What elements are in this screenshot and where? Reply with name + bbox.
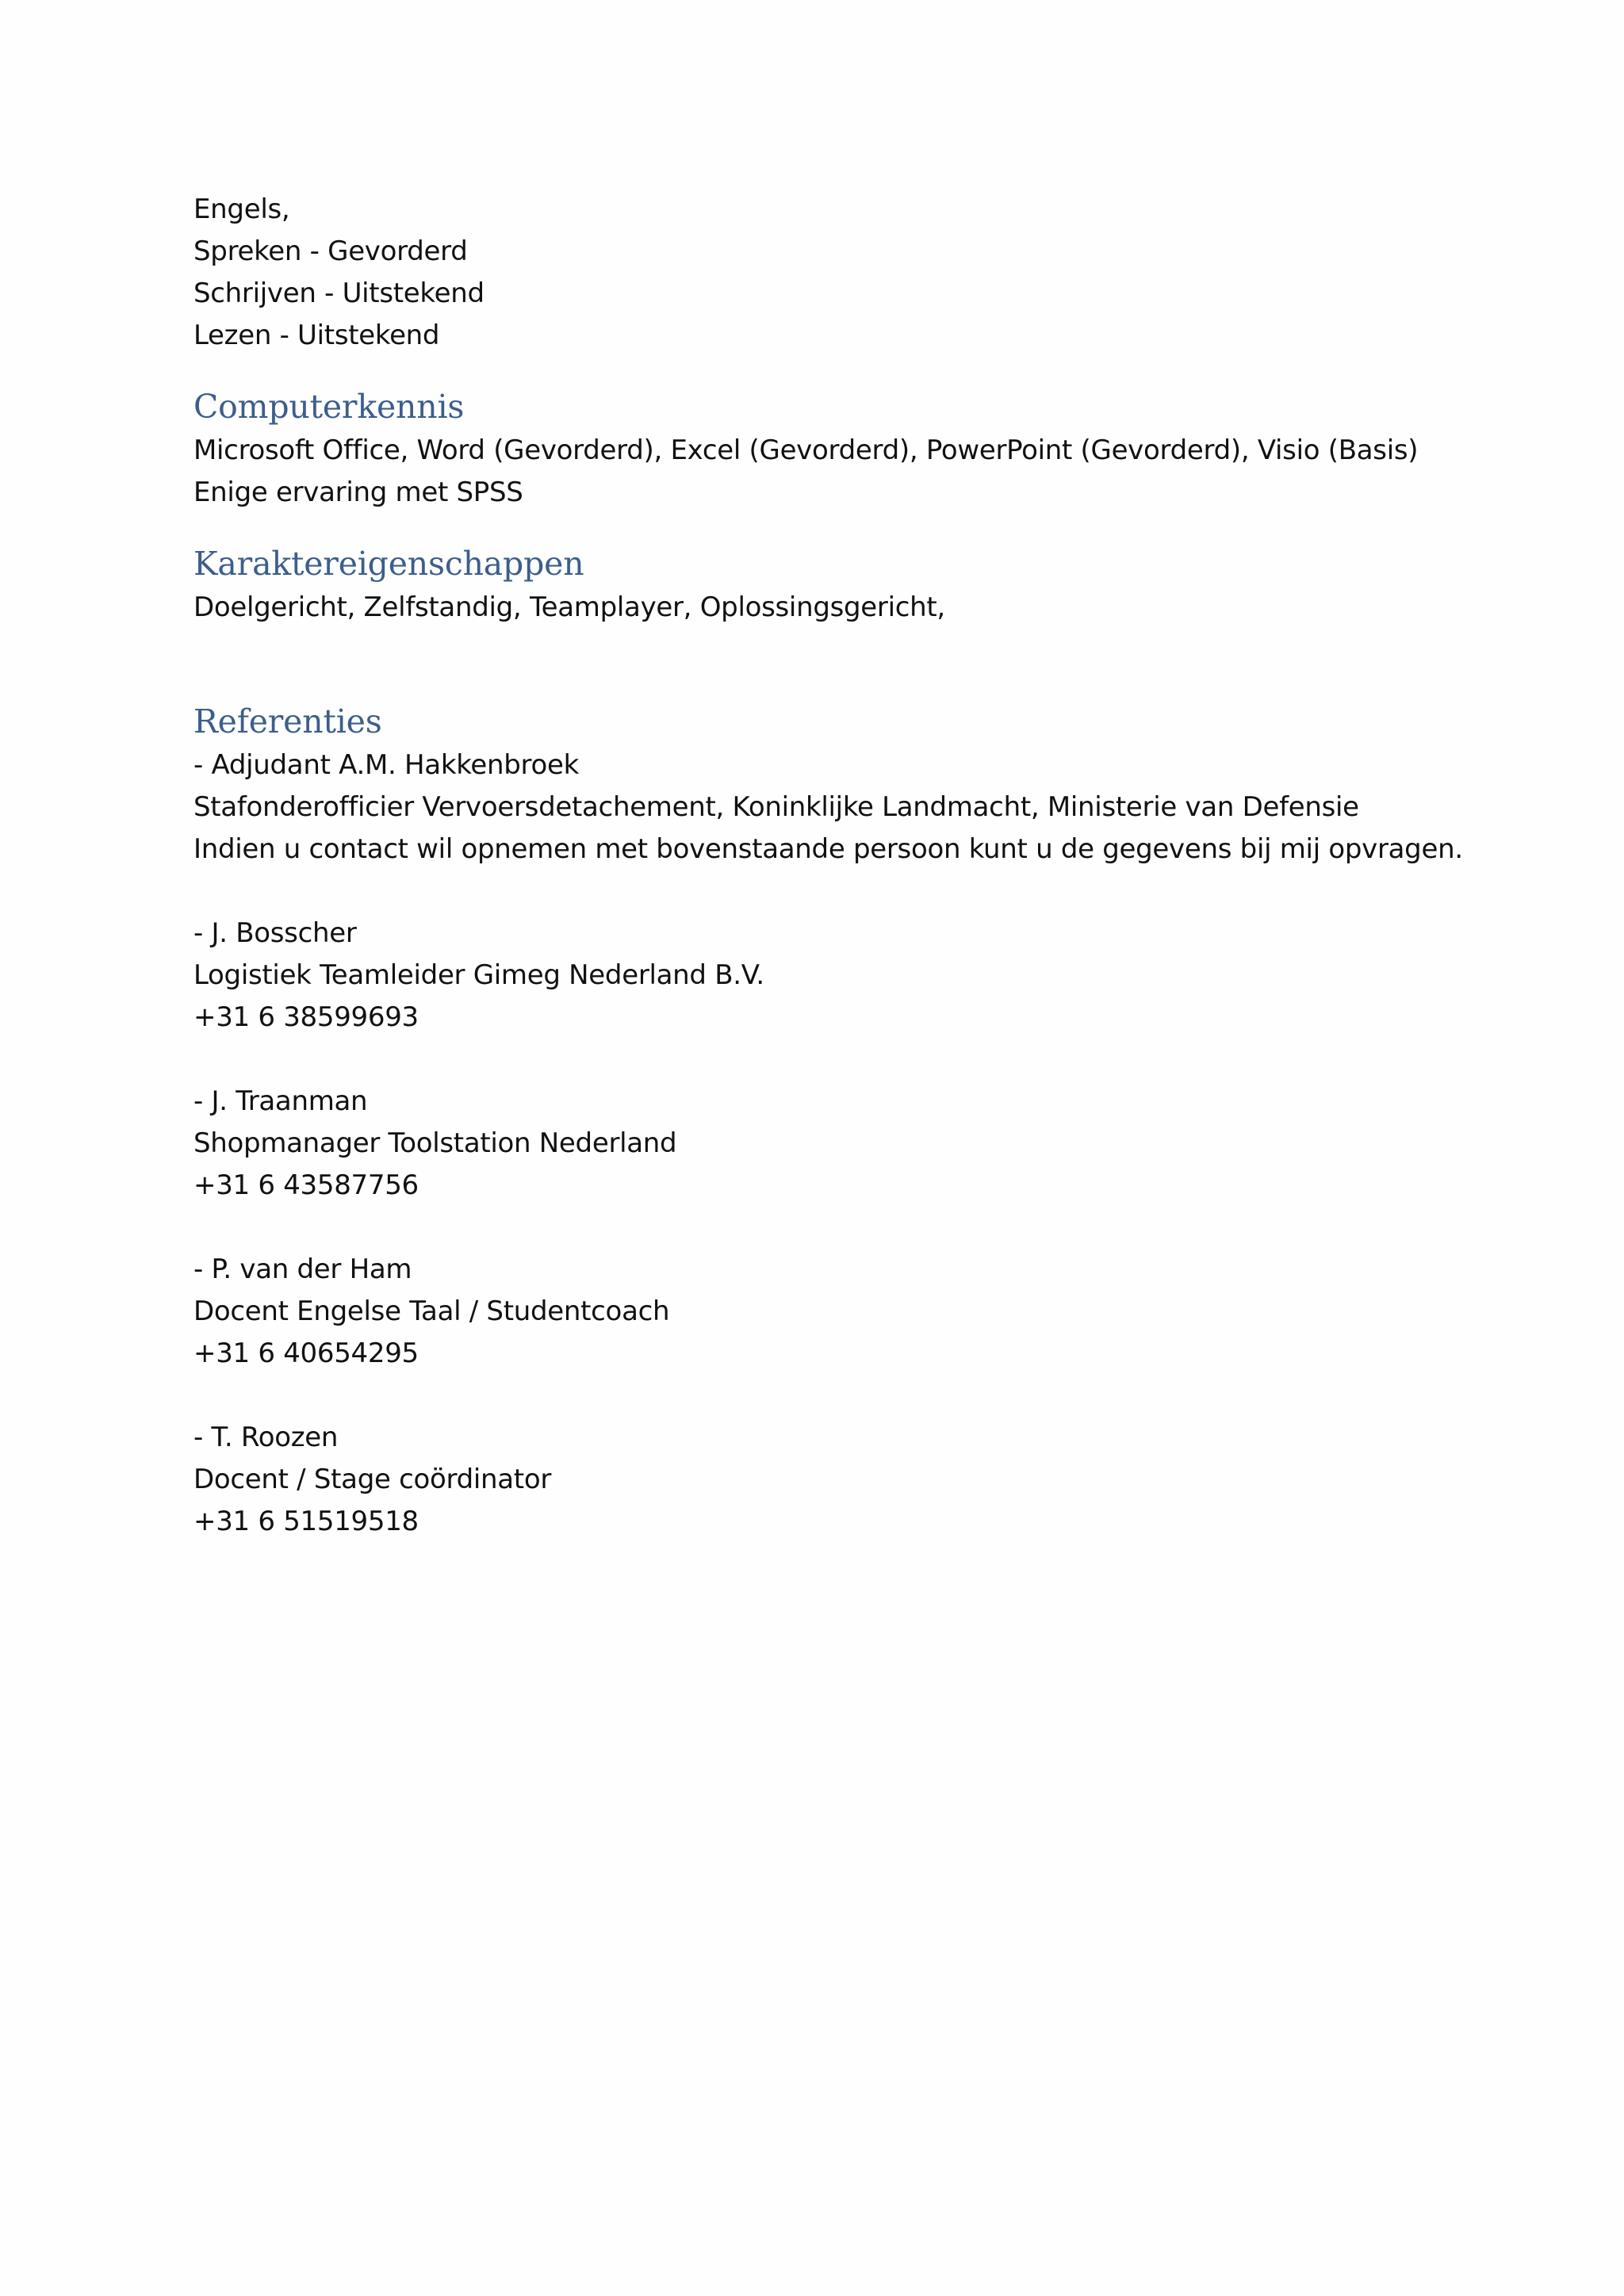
reference-contact: Indien u contact wil opnemen met bovenstaande persoon kunt u de gegevens bij mij opvragen. <box>193 833 1463 865</box>
reference-phone: +31 6 38599693 <box>193 1001 419 1033</box>
computer-line: Microsoft Office, Word (Gevorderd), Excel (Gevorderd), PowerPoint (Gevorderd), Visio (Basis) <box>193 434 1419 466</box>
references-heading: Referenties <box>193 702 382 740</box>
reference-name: - T. Roozen <box>193 1422 339 1453</box>
reference-name: - P. van der Ham <box>193 1253 412 1285</box>
reference-role: Stafonderofficier Vervoersdetachement, Koninklijke Landmacht, Ministerie van Defensie <box>193 791 1359 823</box>
reference-name: - J. Traanman <box>193 1085 368 1117</box>
reference-item <box>193 1417 1462 1543</box>
computer-section <box>193 384 1462 514</box>
reference-item <box>193 744 1462 871</box>
reference-phone: +31 6 43587756 <box>193 1169 419 1201</box>
reference-phone: +31 6 40654295 <box>193 1337 419 1369</box>
traits-text: Doelgericht, Zelfstandig, Teamplayer, Oplossingsgericht, <box>193 591 945 623</box>
computer-heading: Computerkennis <box>193 388 465 426</box>
language-name: Engels, <box>193 193 290 225</box>
languages-section <box>193 189 1462 357</box>
reference-phone: +31 6 51519518 <box>193 1506 419 1537</box>
reference-role: Docent / Stage coördinator <box>193 1464 552 1495</box>
references-section <box>193 698 1462 1543</box>
reference-role: Shopmanager Toolstation Nederland <box>193 1127 677 1159</box>
reference-item <box>193 1249 1462 1375</box>
reference-name: - Adjudant A.M. Hakkenbroek <box>193 749 579 781</box>
traits-section <box>193 541 1462 629</box>
reference-item <box>193 913 1462 1039</box>
language-skill-reading: Lezen - Uitstekend <box>193 320 440 351</box>
language-skill-speaking: Spreken - Gevorderd <box>193 235 468 267</box>
page-content <box>193 189 1462 1543</box>
reference-role: Docent Engelse Taal / Studentcoach <box>193 1295 670 1327</box>
language-skill-writing: Schrijven - Uitstekend <box>193 277 485 309</box>
computer-line: Enige ervaring met SPSS <box>193 476 523 508</box>
reference-role: Logistiek Teamleider Gimeg Nederland B.V. <box>193 959 764 991</box>
reference-item <box>193 1081 1462 1207</box>
traits-heading: Karaktereigenschappen <box>193 545 584 583</box>
reference-name: - J. Bosscher <box>193 917 357 949</box>
